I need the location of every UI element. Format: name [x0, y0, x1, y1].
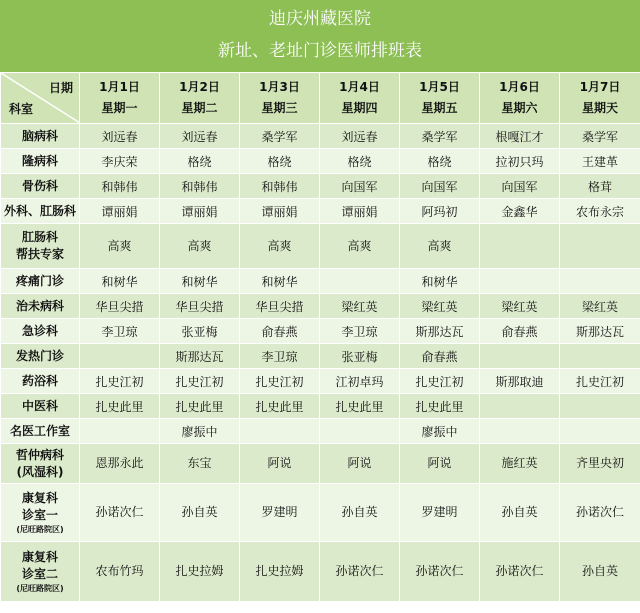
department-name-line2: 诊室一 [21, 508, 58, 522]
department-cell [1, 319, 80, 344]
doctor-name: 孙自英 [341, 505, 378, 519]
schedule-row [1, 199, 640, 224]
doctor-cell [240, 294, 320, 319]
doctor-name: 华旦尖措 [175, 299, 224, 314]
day-weekday: 星期五 [421, 101, 458, 115]
schedule-row [1, 269, 640, 294]
department-name: 外科、肛肠科 [3, 203, 76, 218]
doctor-cell [160, 199, 240, 224]
doctor-name: 和树华 [101, 274, 138, 289]
doctor-name: 江初卓玛 [335, 374, 384, 389]
schedule-table [0, 72, 640, 602]
schedule-title: 新址、老址门诊医师排班表 [218, 41, 422, 61]
doctor-name: 梁红英 [581, 299, 618, 314]
doctor-name: 刘远春 [101, 129, 138, 144]
doctor-name: 高爽 [347, 238, 372, 253]
doctor-cell [560, 294, 640, 319]
day-date: 1月1日 [99, 80, 140, 94]
doctor-cell [320, 542, 400, 602]
department-cell [1, 394, 80, 419]
doctor-name: 孙自英 [181, 505, 218, 519]
doctor-cell [560, 224, 640, 269]
doctor-name: 罗建明 [261, 505, 298, 519]
doctor-cell [320, 444, 400, 484]
doctor-name: 向国军 [501, 179, 538, 194]
doctor-name: 俞春燕 [501, 324, 538, 339]
doctor-cell [160, 394, 240, 419]
doctor-name: 格绕 [267, 154, 292, 169]
doctor-cell [400, 344, 480, 369]
department-name: 隆病科 [21, 153, 58, 168]
doctor-name: 和树华 [181, 274, 218, 289]
doctor-cell [80, 484, 160, 542]
doctor-cell [400, 224, 480, 269]
day-date: 1月7日 [579, 80, 621, 94]
doctor-cell [320, 484, 400, 542]
doctor-cell [320, 344, 400, 369]
day-date: 1月2日 [179, 80, 220, 94]
doctor-name: 华旦尖措 [95, 299, 144, 314]
doctor-name: 施红英 [501, 456, 538, 470]
schedule-row [1, 484, 640, 542]
day-header [400, 73, 480, 124]
doctor-cell [240, 124, 320, 149]
doctor-name: 李卫琼 [261, 349, 298, 364]
doctor-cell [160, 269, 240, 294]
doctor-cell [400, 294, 480, 319]
doctor-cell [400, 394, 480, 419]
doctor-cell [320, 149, 400, 174]
doctor-cell [400, 124, 480, 149]
day-header [160, 73, 240, 124]
doctor-name: 拉初只玛 [495, 154, 544, 169]
doctor-name: 和韩伟 [101, 179, 138, 194]
campus-note: (尼旺路院区) [16, 525, 64, 534]
department-name-line2: 帮扶专家 [15, 247, 64, 261]
doctor-cell [240, 224, 320, 269]
doctor-name: 张亚梅 [341, 349, 378, 364]
doctor-cell [400, 419, 480, 444]
doctor-name: 和韩伟 [261, 179, 298, 194]
doctor-cell [320, 224, 400, 269]
doctor-cell [560, 269, 640, 294]
doctor-name: 廖振中 [421, 424, 458, 439]
doctor-cell [560, 369, 640, 394]
doctor-name: 齐里央初 [575, 456, 624, 470]
doctor-cell [480, 294, 560, 319]
day-header [560, 73, 640, 124]
doctor-cell [480, 174, 560, 199]
doctor-cell [480, 124, 560, 149]
doctor-name: 俞春燕 [261, 324, 298, 339]
doctor-cell [400, 149, 480, 174]
doctor-cell [160, 149, 240, 174]
doctor-name: 谭丽娟 [181, 204, 218, 219]
department-name: 名医工作室 [9, 423, 70, 438]
doctor-cell [320, 369, 400, 394]
doctor-name: 格绕 [347, 154, 372, 169]
doctor-cell [320, 199, 400, 224]
doctor-name: 扎史此里 [95, 399, 144, 414]
doctor-name: 和韩伟 [181, 179, 218, 194]
doctor-cell [320, 419, 400, 444]
department-cell [1, 484, 80, 542]
department-name: 脑病科 [21, 128, 58, 143]
department-cell [1, 124, 80, 149]
doctor-name: 张亚梅 [181, 324, 218, 339]
doctor-cell [80, 319, 160, 344]
doctor-name: 根嘎江才 [495, 129, 544, 144]
doctor-name: 阿说 [347, 456, 372, 470]
doctor-cell [80, 344, 160, 369]
doctor-name: 李卫琼 [341, 324, 378, 339]
doctor-cell [320, 394, 400, 419]
doctor-name: 向国军 [341, 179, 378, 194]
doctor-name: 华旦尖措 [255, 299, 304, 314]
doctor-name: 俞春燕 [421, 349, 458, 364]
department-name: 骨伤科 [21, 178, 58, 193]
doctor-cell [400, 369, 480, 394]
doctor-cell [320, 124, 400, 149]
doctor-name: 谭丽娟 [101, 204, 138, 219]
day-date: 1月6日 [499, 80, 540, 94]
doctor-cell [560, 542, 640, 602]
doctor-cell [160, 319, 240, 344]
doctor-cell [480, 394, 560, 419]
doctor-name: 桑学军 [421, 129, 458, 144]
doctor-cell [160, 542, 240, 602]
doctor-name: 孙诺次仁 [415, 564, 464, 578]
schedule-row [1, 542, 640, 602]
doctor-name: 阿玛初 [421, 204, 458, 219]
doctor-name: 格茸 [587, 179, 612, 194]
doctor-cell [560, 124, 640, 149]
doctor-name: 谭丽娟 [341, 204, 378, 219]
doctor-name: 格绕 [427, 154, 452, 169]
doctor-cell [240, 444, 320, 484]
doctor-cell [240, 269, 320, 294]
department-name: 疼痛门诊 [15, 273, 64, 288]
doctor-name: 谭丽娟 [261, 204, 298, 219]
doctor-cell [480, 319, 560, 344]
department-cell [1, 419, 80, 444]
hospital-name: 迪庆州藏医院 [269, 9, 371, 29]
schedule-row [1, 174, 640, 199]
doctor-name: 扎史此里 [415, 399, 464, 414]
doctor-cell [160, 124, 240, 149]
doctor-name: 金鑫华 [501, 204, 538, 219]
doctor-name: 和树华 [261, 274, 298, 289]
doctor-name: 斯那取迪 [495, 374, 544, 389]
department-name: 治未病科 [15, 298, 64, 313]
doctor-cell [560, 419, 640, 444]
doctor-cell [320, 269, 400, 294]
doctor-cell [160, 344, 240, 369]
department-cell [1, 269, 80, 294]
doctor-cell [240, 394, 320, 419]
doctor-cell [560, 444, 640, 484]
doctor-name: 高爽 [427, 238, 452, 253]
doctor-cell [400, 444, 480, 484]
doctor-cell [560, 394, 640, 419]
doctor-name: 斯那达瓦 [415, 324, 464, 339]
doctor-cell [480, 542, 560, 602]
doctor-name: 孙诺次仁 [95, 505, 144, 519]
doctor-cell [80, 269, 160, 294]
doctor-name: 高爽 [187, 238, 212, 253]
doctor-name: 斯那达瓦 [575, 324, 624, 339]
campus-note: (尼旺路院区) [16, 584, 64, 593]
schedule-row [1, 124, 640, 149]
header-row [1, 73, 640, 124]
department-name: 中医科 [21, 398, 58, 413]
doctor-cell [480, 199, 560, 224]
doctor-cell [480, 419, 560, 444]
department-name-line1: 康复科 [21, 491, 58, 505]
department-cell [1, 542, 80, 602]
department-name: 急诊科 [21, 323, 58, 338]
doctor-cell [80, 542, 160, 602]
doctor-name: 农布永宗 [575, 204, 624, 219]
doctor-name: 扎史江初 [415, 374, 464, 389]
schedule-row [1, 394, 640, 419]
doctor-name: 扎史此里 [335, 399, 384, 414]
doctor-name: 梁红英 [501, 299, 538, 314]
doctor-name: 和树华 [421, 274, 458, 289]
doctor-name: 李庆荣 [101, 154, 138, 169]
doctor-name: 桑学军 [261, 129, 298, 144]
doctor-cell [80, 149, 160, 174]
day-header [320, 73, 400, 124]
doctor-cell [160, 484, 240, 542]
doctor-name: 刘远春 [181, 129, 218, 144]
day-header [480, 73, 560, 124]
day-weekday: 星期四 [341, 101, 378, 115]
doctor-cell [480, 149, 560, 174]
doctor-cell [240, 419, 320, 444]
doctor-cell [160, 419, 240, 444]
doctor-cell [480, 444, 560, 484]
day-date: 1月5日 [419, 80, 460, 94]
doctor-name: 高爽 [107, 238, 132, 253]
doctor-name: 阿说 [427, 456, 452, 470]
doctor-cell [80, 394, 160, 419]
doctor-name: 扎史此里 [175, 399, 224, 414]
doctor-name: 孙自英 [581, 564, 618, 578]
doctor-cell [400, 199, 480, 224]
day-weekday: 星期一 [101, 101, 138, 115]
department-name: 发热门诊 [15, 348, 64, 363]
schedule-row [1, 444, 640, 484]
doctor-name: 扎史此里 [255, 399, 304, 414]
doctor-cell [240, 369, 320, 394]
doctor-name: 孙自英 [501, 505, 538, 519]
doctor-name: 扎史江初 [95, 374, 144, 389]
doctor-cell [560, 344, 640, 369]
doctor-cell [400, 484, 480, 542]
day-weekday: 星期二 [181, 101, 218, 115]
doctor-name: 梁红英 [421, 299, 458, 314]
doctor-cell [160, 174, 240, 199]
doctor-name: 梁红英 [341, 299, 378, 314]
corner-date-label: 日期 [48, 81, 73, 95]
department-name-line2: (风湿科) [16, 464, 64, 479]
doctor-cell [240, 319, 320, 344]
doctor-name: 孙诺次仁 [575, 505, 624, 519]
doctor-cell [240, 484, 320, 542]
doctor-cell [400, 269, 480, 294]
doctor-cell [240, 199, 320, 224]
day-date: 1月3日 [259, 80, 300, 94]
doctor-cell [480, 344, 560, 369]
doctor-cell [240, 149, 320, 174]
doctor-cell [240, 174, 320, 199]
schedule-row [1, 224, 640, 269]
doctor-name: 向国军 [421, 179, 458, 194]
doctor-name: 李卫琼 [101, 324, 138, 339]
doctor-cell [400, 542, 480, 602]
doctor-cell [560, 149, 640, 174]
doctor-name: 刘远春 [341, 129, 378, 144]
doctor-cell [80, 174, 160, 199]
day-weekday: 星期天 [581, 101, 618, 115]
doctor-name: 扎史拉姆 [175, 564, 224, 578]
doctor-name: 阿说 [267, 456, 292, 470]
department-cell [1, 344, 80, 369]
doctor-name: 恩那永此 [95, 456, 144, 470]
doctor-cell [400, 174, 480, 199]
doctor-cell [80, 124, 160, 149]
doctor-cell [320, 319, 400, 344]
doctor-name: 王建革 [581, 154, 618, 169]
doctor-name: 扎史江初 [575, 374, 624, 389]
department-name: 药浴科 [21, 373, 58, 388]
doctor-cell [560, 484, 640, 542]
department-name-line1: 康复科 [21, 550, 58, 564]
doctor-cell [80, 294, 160, 319]
doctor-cell [480, 369, 560, 394]
doctor-name: 扎史拉姆 [255, 564, 304, 578]
doctor-name: 孙诺次仁 [335, 564, 384, 578]
doctor-cell [160, 369, 240, 394]
doctor-name: 高爽 [267, 238, 292, 253]
doctor-cell [160, 224, 240, 269]
department-cell [1, 199, 80, 224]
doctor-cell [80, 444, 160, 484]
department-name-line1: 肛肠科 [21, 230, 58, 244]
doctor-cell [480, 224, 560, 269]
doctor-cell [480, 484, 560, 542]
doctor-cell [560, 174, 640, 199]
doctor-cell [80, 419, 160, 444]
doctor-cell [320, 294, 400, 319]
doctor-name: 斯那达瓦 [175, 349, 224, 364]
doctor-name: 孙诺次仁 [495, 564, 544, 578]
day-weekday: 星期三 [261, 101, 298, 115]
doctor-name: 农布竹玛 [95, 564, 144, 578]
department-name-line2: 诊室二 [21, 567, 58, 581]
doctor-cell [240, 344, 320, 369]
doctor-name: 扎史江初 [255, 374, 304, 389]
doctor-name: 罗建明 [421, 505, 458, 519]
corner-cell [1, 73, 80, 124]
schedule-row [1, 294, 640, 319]
doctor-cell [560, 199, 640, 224]
doctor-cell [560, 319, 640, 344]
department-cell [1, 149, 80, 174]
schedule-row [1, 419, 640, 444]
schedule-row [1, 344, 640, 369]
department-name-line1: 哲仲病科 [15, 447, 64, 462]
doctor-cell [320, 174, 400, 199]
doctor-name: 东宝 [187, 456, 212, 470]
doctor-cell [80, 224, 160, 269]
day-weekday: 星期六 [501, 101, 538, 115]
department-cell [1, 444, 80, 484]
doctor-name: 桑学军 [581, 129, 618, 144]
doctor-cell [160, 444, 240, 484]
department-cell [1, 369, 80, 394]
doctor-name: 扎史江初 [175, 374, 224, 389]
schedule-row [1, 319, 640, 344]
doctor-cell [240, 542, 320, 602]
corner-dept-label: 科室 [9, 102, 34, 116]
day-date: 1月4日 [339, 80, 380, 94]
day-header [240, 73, 320, 124]
department-cell [1, 224, 80, 269]
department-cell [1, 294, 80, 319]
department-cell [1, 174, 80, 199]
doctor-cell [80, 369, 160, 394]
schedule-row [1, 149, 640, 174]
title-banner [0, 0, 640, 72]
doctor-cell [480, 269, 560, 294]
doctor-name: 廖振中 [181, 424, 218, 439]
doctor-cell [400, 319, 480, 344]
doctor-name: 格绕 [187, 154, 212, 169]
doctor-cell [160, 294, 240, 319]
doctor-cell [80, 199, 160, 224]
day-header [80, 73, 160, 124]
schedule-row [1, 369, 640, 394]
